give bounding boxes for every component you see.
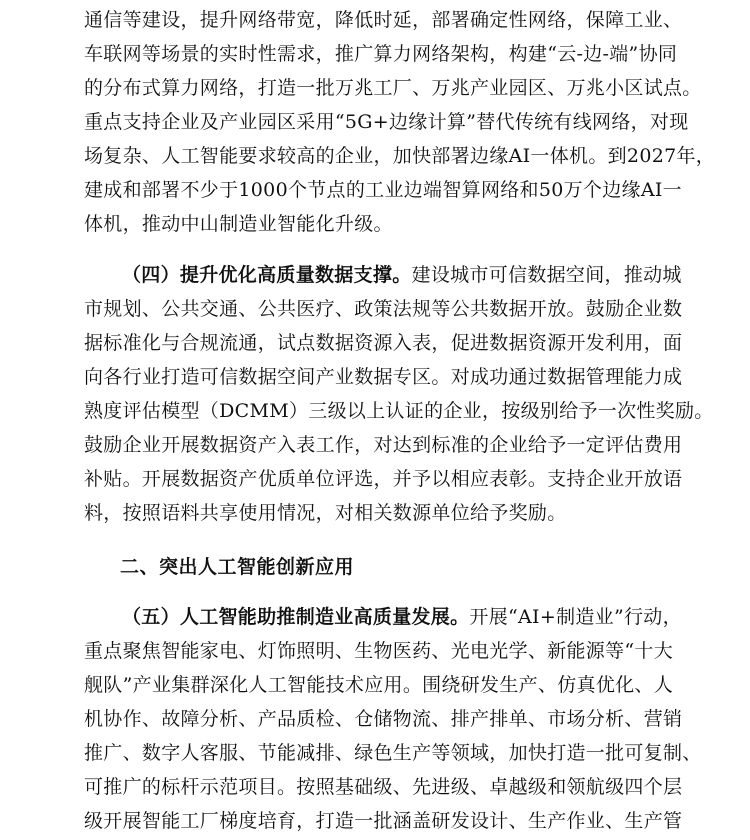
text-line-rest: 开展“AI+制造业”行动， xyxy=(469,606,682,628)
text-line: 重点支持企业及产业园区采用“5G+边缘计算”替代传统有线网络，对现 xyxy=(84,111,689,133)
text-line: 据标准化与合规流通，试点数据资源入表，促进数据资源开发利用，面 xyxy=(84,332,683,354)
text-line: 通信等建设，提升网络带宽，降低时延，部署确定性网络，保障工业、 xyxy=(84,9,683,31)
paragraph-data-support xyxy=(84,258,714,530)
text-line: 体机，推动中山制造业智能化升级。 xyxy=(84,213,393,235)
text-line: 补贴。开展数据资产优质单位评选，并予以相应表彰。支持企业开放语 xyxy=(84,468,683,490)
text-line: 级开展智能工厂梯度培育，打造一批涵盖研发设计、生产作业、生产管 xyxy=(84,810,683,832)
text-line: 舰队”产业集群深化人工智能技术应用。围绕研发生产、仿真优化、人 xyxy=(84,674,674,696)
text-line: 可推广的标杆示范项目。按照基础级、先进级、卓越级和领航级四个层 xyxy=(84,776,683,798)
text-line: 机协作、故障分析、产品质检、仓储物流、排产排单、市场分析、营销 xyxy=(84,708,683,730)
text-line: 的分布式算力网络，打造一批万兆工厂、万兆产业园区、万兆小区试点。 xyxy=(84,77,702,99)
text-line: 推广、数字人客服、节能减排、绿色生产等领域，加快打造一批可复制、 xyxy=(84,742,702,764)
text-line: 向各行业打造可信数据空间产业数据专区。对成功通过数据管理能力成 xyxy=(84,366,683,388)
paragraph-ai-manufacturing xyxy=(84,600,702,838)
text-line: 重点聚焦智能家电、灯饰照明、生物医药、光电光学、新能源等“十大 xyxy=(84,640,674,662)
paragraph-lead: （五）人工智能助推制造业高质量发展。 xyxy=(122,606,470,628)
text-line: 场复杂、人工智能要求较高的企业，加快部署边缘AI一体机。到2027年， xyxy=(84,145,716,167)
text-line: 车联网等场景的实时性需求，推广算力网络架构，构建“云-边-端”协同 xyxy=(84,43,678,65)
text-line: 建成和部署不少于1000个节点的工业边端智算网络和50万个边缘AI一 xyxy=(84,179,682,201)
section-heading: 二、突出人工智能创新应用 xyxy=(120,556,355,578)
text-line xyxy=(84,600,682,634)
text-line: 料，按照语料共享使用情况，对相关数源单位给予奖励。 xyxy=(84,502,567,524)
text-line: 市规划、公共交通、公共医疗、政策法规等公共数据开放。鼓励企业数 xyxy=(84,298,683,320)
text-line: 鼓励企业开展数据资产入表工作，对达到标准的企业给予一定评估费用 xyxy=(84,434,683,456)
text-line xyxy=(84,258,682,292)
paragraph-lead: （四）提升优化高质量数据支撑。 xyxy=(122,264,412,286)
paragraph-network-infrastructure xyxy=(84,3,716,241)
text-line: 熟度评估模型（DCMM）三级以上认证的企业，按级别给予一次性奖励。 xyxy=(84,400,714,422)
text-line-rest: 建设城市可信数据空间，推动城 xyxy=(411,264,682,286)
